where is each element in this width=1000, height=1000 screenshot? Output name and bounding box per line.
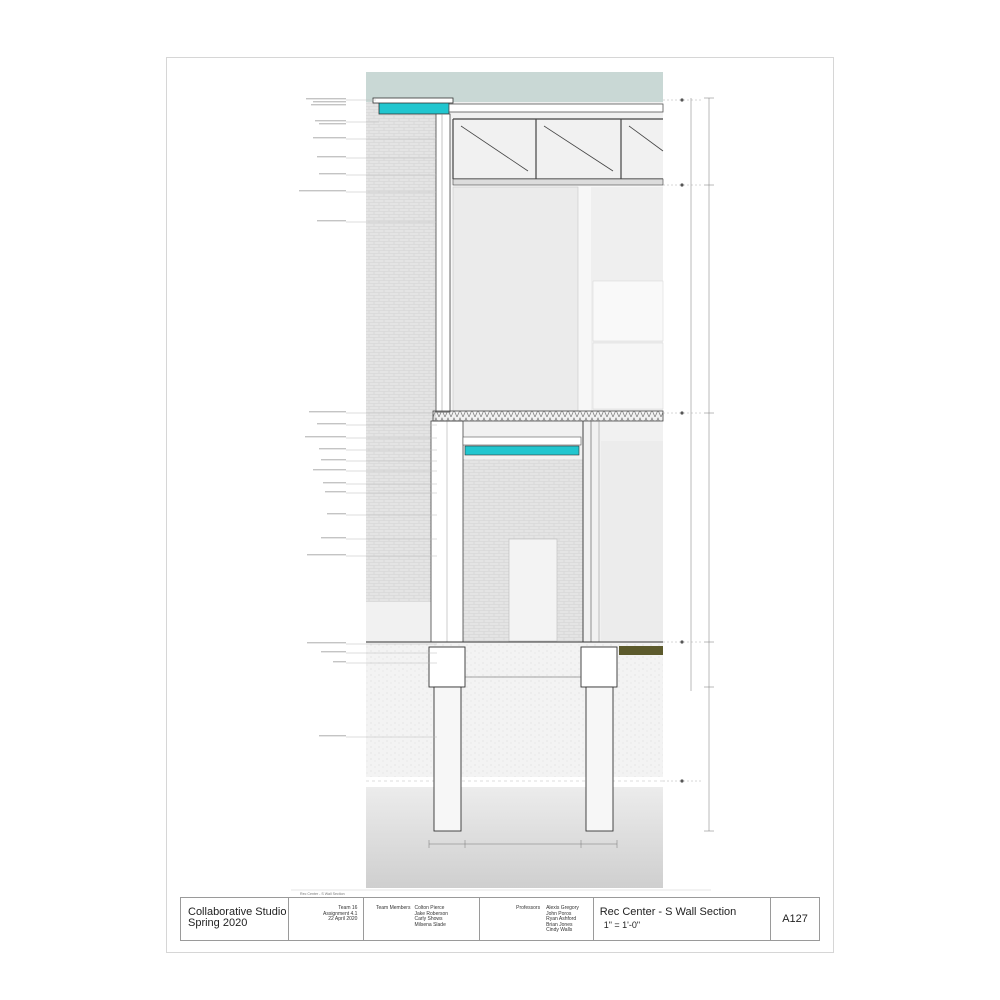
brick-facade xyxy=(366,102,436,602)
members-label: Team Members xyxy=(376,905,411,911)
window-strip-1 xyxy=(593,281,663,341)
interior-door xyxy=(509,539,557,641)
member-name: Carly Shows xyxy=(414,916,443,923)
exterior-grade xyxy=(619,646,663,655)
ground-zone xyxy=(366,642,663,777)
level-lines xyxy=(663,100,701,781)
professors-cell xyxy=(480,898,594,940)
members-cell xyxy=(364,898,480,940)
wall-section-drawing xyxy=(167,58,835,954)
member-name: Milsena Slade xyxy=(414,921,446,928)
date: 22 April 2020 xyxy=(328,916,358,923)
drawing-sheet xyxy=(166,57,834,953)
team-cell xyxy=(289,898,365,940)
studio-name: Collaborative Studio xyxy=(188,906,287,918)
professors-label: Professors xyxy=(516,905,541,911)
member-name: Colton Pierce xyxy=(414,905,445,911)
professor-name: Alexis Gregory xyxy=(546,905,579,911)
roof-deck xyxy=(449,104,663,112)
professor-name: Brian Jones xyxy=(546,921,573,928)
sky-band xyxy=(366,72,663,102)
member-name: Jake Roberson xyxy=(414,910,449,917)
professor-name: John Poros xyxy=(546,910,572,917)
sheet-scale: 1" = 1'-0" xyxy=(603,920,641,930)
sheet-title-cell xyxy=(594,898,771,940)
annotation-text-placeholders xyxy=(299,98,346,736)
studio-cell xyxy=(181,898,289,940)
below-grade xyxy=(366,787,663,888)
parapet-insulation xyxy=(379,102,449,114)
assignment: Assignment 4.1 xyxy=(322,910,358,917)
drawing-caption-label: Rec Center - S Wall Section xyxy=(300,892,345,896)
professor-name: Cindy Walls xyxy=(546,927,573,934)
sheet-title: Rec Center - S Wall Section xyxy=(599,906,737,918)
glazing-panel xyxy=(453,187,578,411)
window-strip-2 xyxy=(593,343,663,409)
pier-right xyxy=(581,647,617,831)
title-block xyxy=(180,897,820,941)
pier-left xyxy=(429,647,465,831)
team-number: Team 16 xyxy=(338,905,358,911)
sheet-number: A127 xyxy=(782,912,808,925)
studio-term: Spring 2020 xyxy=(188,917,248,929)
coping xyxy=(373,98,453,103)
sheet-number-cell xyxy=(771,898,819,940)
level-markers xyxy=(680,98,683,782)
professor-name: Ryan Ashford xyxy=(546,916,577,923)
interior-lower-right xyxy=(601,441,663,641)
dimension-string xyxy=(691,98,714,831)
